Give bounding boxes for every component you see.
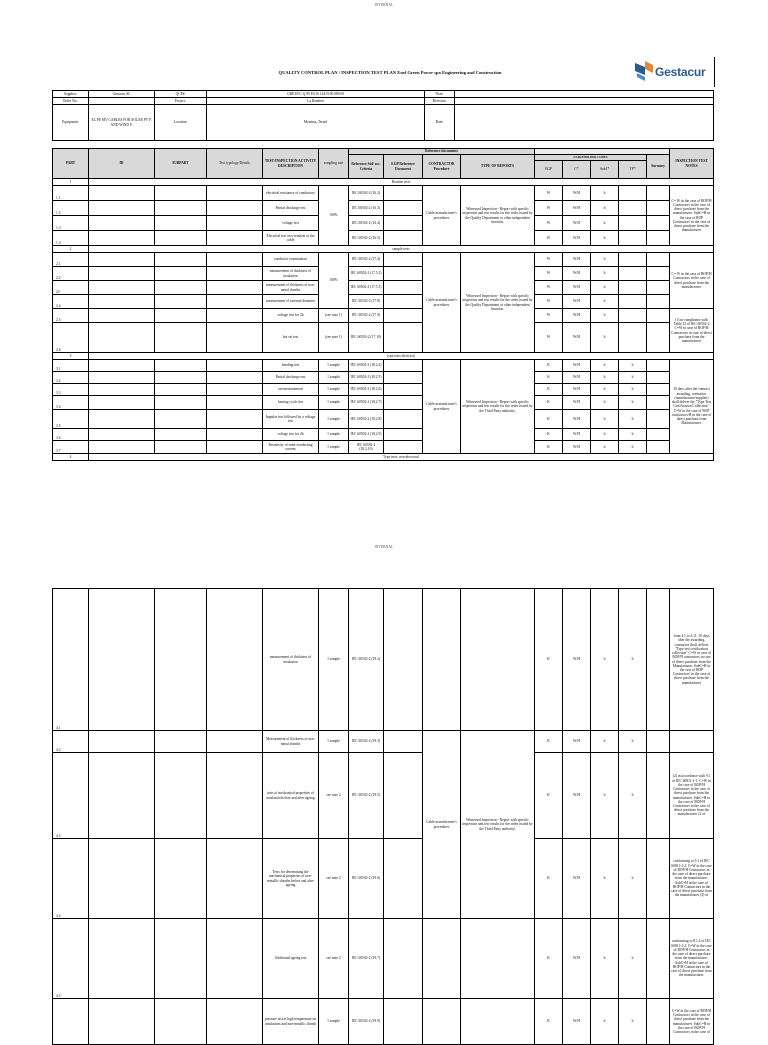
egp-code: K: [535, 589, 563, 731]
order-value: [89, 98, 155, 105]
table-row: [53, 216, 714, 231]
egp-code: W: [535, 253, 563, 267]
sub-code: h: [591, 253, 619, 267]
col-egp-ref: EGP Reference Document: [384, 155, 423, 179]
tp-code: h: [619, 753, 647, 839]
egp-code: K: [535, 372, 563, 384]
egp-code: K: [535, 731, 563, 753]
reference-standard: IEC 60502-2 (18.2.4): [349, 360, 384, 372]
reference-standard: IEC 60502-2 (19.9): [349, 999, 384, 1045]
table-row: [53, 753, 714, 839]
c-code: W/H: [563, 231, 591, 246]
table-row: [53, 384, 714, 396]
c-code: W/H: [563, 323, 591, 353]
activity-description: measurement of thickness of insulation: [263, 267, 319, 281]
sub-code: h: [591, 295, 619, 309]
qcp-label: QCP#:: [155, 91, 207, 98]
col-reports: TYPE OF REPORTS: [461, 155, 535, 179]
sampling-rate: see note 3: [319, 839, 349, 919]
row-id: 3.3: [53, 384, 89, 396]
c-code: W/H: [563, 589, 591, 731]
col-subpart: SUBPART: [155, 149, 207, 179]
c-code: W/H: [563, 253, 591, 267]
table-row: [53, 919, 714, 999]
sub-code: h: [591, 186, 619, 201]
inspection-note: conforming to 9.1 of IEC 60811-1-2. C=W in the case of BOP/H Contractors in the case of direct purchase from the manufacturer. SubC=H in the case of BOP/H Contractors in the case of direct purchase from the manufacturer (3) of: [670, 839, 714, 919]
section-number: 2: [53, 246, 89, 253]
table-row: [53, 441, 714, 454]
inspection-note: C=W in the case of BOP/H Contractors in the case of direct purchase from the manufacturer. SubC=H in the case of BOP/H Contractors in the case of: [670, 999, 714, 1045]
egp-code: K: [535, 429, 563, 441]
sampling-rate: 1 sample: [319, 999, 349, 1045]
row-id: 3.2: [53, 372, 89, 384]
location-value: Montesa, Teruel: [207, 105, 425, 141]
inspection-note: from 4.1 to 4.11: 10 days after the awarding, contractor shall, deliver "Type test certification collection" C=W in case of BOP/H contractors in case of direct purchase from the Manufacturer. SubC=H in the case of BOP Contractors' in the case of direct purchase from the manufacturer: [670, 589, 714, 731]
row-id: 2.5: [53, 309, 89, 323]
sub-code: h: [591, 281, 619, 295]
reference-standard: IEC 60502-2 (18.2.6): [349, 384, 384, 396]
internal-classification-mark-page2: INTERNAL: [374, 545, 394, 549]
col-sampling: sampling rate: [319, 149, 349, 179]
report-type: Witnessed Inspection - Report with specific inspection and test results for the order issued by the Quality Department or other independent function.: [461, 186, 535, 246]
egp-code: W: [535, 201, 563, 216]
row-id: [53, 999, 89, 1045]
row-id: 3.5: [53, 410, 89, 429]
c-code: W/H: [563, 281, 591, 295]
sub-code: h: [591, 360, 619, 372]
report-type: Witnessed Inspection - Report with specific inspection and test results for the order issued by the Third Party authority.: [461, 360, 535, 454]
activity-description: heating cycle test: [263, 396, 319, 410]
egp-code: W: [535, 281, 563, 295]
tp-code: h: [619, 410, 647, 429]
egp-code: W: [535, 216, 563, 231]
row-id: 3.7: [53, 441, 89, 454]
reference-standard: IEC 60502-2 (17.5.2): [349, 267, 384, 281]
row-id: 3.4: [53, 396, 89, 410]
col-ref-std: Reference Std/ acc. Criteria: [349, 155, 384, 179]
activity-description: voltage test: [263, 216, 319, 231]
logo-wordmark: Gestacur: [655, 65, 706, 79]
activity-description: Additional ageing test: [263, 919, 319, 999]
table-row: [53, 201, 714, 216]
activity-description: Electrical test on oversheat of the cable: [263, 231, 319, 246]
contractor-procedure: Cable manufacturer's procedures: [423, 731, 461, 919]
row-id: 4.1: [53, 589, 89, 731]
col-egp: EGP: [535, 161, 563, 179]
c-code: W/H: [563, 753, 591, 839]
table-row: [53, 410, 714, 429]
row-id: 4.5: [53, 919, 89, 999]
egp-code: K: [535, 753, 563, 839]
inspection-test-table: [52, 148, 714, 461]
sub-code: h: [591, 231, 619, 246]
section-title: sample tests: [89, 246, 714, 253]
section-title: Routine tests: [89, 179, 714, 186]
reference-standard: IEC 60502-2 (18.2.8): [349, 410, 384, 429]
reference-standard: IEC 60502-2 (19.7): [349, 919, 384, 999]
activity-description: measurement of thickness of non-metal sheaths: [263, 281, 319, 295]
table-row: [53, 186, 714, 201]
equipment-label: Equipment:: [53, 105, 89, 141]
reference-standard: IEC 60502-2 (17.9): [349, 309, 384, 323]
table-row: [53, 295, 714, 309]
tp-code: h: [619, 999, 647, 1045]
contractor-procedure: Cable manufacturer's procedures: [423, 360, 461, 454]
date-label: Date:: [425, 105, 455, 141]
revision-value: [455, 98, 714, 105]
reference-standard: IEC 60502-2 (17.8): [349, 295, 384, 309]
tp-code: h: [619, 589, 647, 731]
contractor-procedure: Cable manufacturer's procedures: [423, 253, 461, 353]
sub-code: h: [591, 384, 619, 396]
section-row: [53, 246, 714, 253]
row-id: 2.2: [53, 267, 89, 281]
col-activity: TEST/INSPECTION ACTIVITY DESCRIPTION: [263, 149, 319, 179]
inspection-note: C= W in the case of BOP/H Contractors in the case of direct purchase from the manufacturer.: [670, 253, 714, 309]
activity-description: Partial discharge test: [263, 201, 319, 216]
qcp-number: GRE.EEC.Q.99.ES.W.14419.00.089.00: [207, 91, 425, 98]
sub-code: h: [591, 216, 619, 231]
activity-description: tests of mechanical properties of insulation before and after ageing: [263, 753, 319, 839]
activity-description: voltage test for 4h: [263, 309, 319, 323]
sampling-rate: 1 sample: [319, 429, 349, 441]
row-id: 2.1: [53, 253, 89, 267]
sub-code: h: [591, 429, 619, 441]
row-id: 4.2: [53, 731, 89, 753]
row-id: 2.6: [53, 323, 89, 353]
egp-code: K: [535, 839, 563, 919]
egp-code: K: [535, 360, 563, 372]
c-code: W/H: [563, 384, 591, 396]
sub-code: h: [591, 267, 619, 281]
sub-code: h: [591, 753, 619, 839]
project-label: Project:: [155, 98, 207, 105]
table-row: [53, 309, 714, 323]
document-title: QUALITY CONTROL PLAN / INSPECTION TEST PLAN Enel Green Power spa Engineering and Construction: [278, 70, 502, 75]
section-number: 3: [53, 353, 89, 360]
sampling-rate: 1 sample: [319, 410, 349, 429]
reference-standard: IEC 60502-2 (19.2): [349, 589, 384, 731]
inspection-note: C= W in the case of BOP/H Contractors in the case of direct purchase from the manufacturer. SubC=H in the case of BOP Contractors' in the case of direct purchase from the manufacturer: [670, 186, 714, 246]
reference-standard: IEC 60502-2 (17.5.3): [349, 281, 384, 295]
row-id: 1.2: [53, 201, 89, 216]
internal-classification-mark: INTERNAL: [374, 3, 394, 7]
activity-description: Resistivity of semi-conducting screens: [263, 441, 319, 454]
activity-description: hot set test: [263, 323, 319, 353]
project-value: La Bandera: [207, 98, 425, 105]
order-label: Order No.:: [53, 98, 89, 105]
activity-description: tan measurement: [263, 384, 319, 396]
date-value: [455, 105, 714, 141]
reference-standard: IEC 60502-2 (16.3): [349, 201, 384, 216]
egp-code: W: [535, 186, 563, 201]
tp-code: h: [619, 839, 647, 919]
row-id: 1.3: [53, 216, 89, 231]
table-row: [53, 839, 714, 919]
table-row: [53, 589, 714, 731]
report-type: Witnessed Inspection - Report with specific inspection and test results for the order issued by the Quality Department or other independent function.: [461, 253, 535, 353]
c-code: W/H: [563, 360, 591, 372]
company-logo: [633, 59, 713, 85]
c-code: W/H: [563, 999, 591, 1045]
sampling-rate: (see note 1): [319, 323, 349, 353]
section-row: [53, 353, 714, 360]
sampling-rate: 1 sample: [319, 589, 349, 731]
c-code: W/H: [563, 372, 591, 384]
section-row: [53, 454, 714, 461]
row-id: 3.6: [53, 429, 89, 441]
sub-code: h: [591, 919, 619, 999]
c-code: W/H: [563, 267, 591, 281]
reference-standard: IEC 60502-2 (17.4): [349, 253, 384, 267]
sampling-rate: see note 3: [319, 919, 349, 999]
sub-code: h: [591, 839, 619, 919]
col-id: ID: [89, 149, 155, 179]
sampling-rate: 1 sample: [319, 372, 349, 384]
sub-code: h: [591, 589, 619, 731]
contractor-procedure: Cable manufacturer's procedures: [423, 186, 461, 246]
sub-code: h: [591, 323, 619, 353]
sub-code: h: [591, 731, 619, 753]
tp-code: h: [619, 731, 647, 753]
tp-code: h: [619, 919, 647, 999]
table-row: [53, 253, 714, 267]
activity-description: voltage test for 4h: [263, 429, 319, 441]
table-row: [53, 281, 714, 295]
table-row: [53, 267, 714, 281]
section-title: Type tests, non-electrical: [89, 454, 714, 461]
tp-code: h: [619, 441, 647, 454]
reference-standard: IEC 60502-2 (19.6): [349, 839, 384, 919]
egp-code: K: [535, 441, 563, 454]
section-title: type tests electrical: [89, 353, 714, 360]
gestacur-logo-icon: [633, 59, 655, 83]
col-sub: Sub1*: [591, 161, 619, 179]
sub-code: h: [591, 372, 619, 384]
table-row: [53, 360, 714, 372]
sampling-rate: 1 sample: [319, 384, 349, 396]
activity-description: measurement of external diameter: [263, 295, 319, 309]
row-id: 2.4: [53, 295, 89, 309]
sub-code: h: [591, 441, 619, 454]
row-id: 1.1: [53, 186, 89, 201]
c-code: W/H: [563, 410, 591, 429]
sampling-rate: 100%: [319, 253, 349, 309]
inspection-note: conforming to 8.1.4 of IEC 60811-1-2. C=W in the case of BOP/H Contractors in the case of direct purchase from the manufacturer. SubC=H in the case of BOP/H Contractors in the case of direct purchase from the manufacturer.: [670, 919, 714, 999]
table-row: [53, 396, 714, 410]
tp-code: h: [619, 384, 647, 396]
sub-code: h: [591, 410, 619, 429]
tp-code: h: [619, 360, 647, 372]
c-code: W/H: [563, 186, 591, 201]
inspection-note: (1) in compliance with Table 12 of IEC 60502-2 C=W in case of BOP/H Contractors in case of direct purchase from the manufacturer: [670, 309, 714, 353]
info-table: [52, 90, 714, 141]
sampling-rate: (see note 1): [319, 309, 349, 323]
reference-standard: IEC 60502-2 (16.2): [349, 186, 384, 201]
inspection-note: 10 days after the contract awarding, contractor (manufacturer/supplier) shall deliver the "Type Test Certification Collection". C=W in the case of BOP contractors/H in the case of direct purchase from Manufacturer.: [670, 360, 714, 454]
reference-standard: IEC 60502-2 (18.2.5): [349, 372, 384, 384]
section-number: 4: [53, 454, 89, 461]
equipment-value: XL PE MV CABLES FOR SOLAR PV P. AND WIND F.: [89, 105, 155, 141]
reference-standard: IEC 60502-2 (19.5): [349, 753, 384, 839]
supplier-label: Supplier:: [53, 91, 89, 98]
sampling-rate: 1 sample: [319, 441, 349, 454]
activity-description: pressure test at high temperature on insulations and non-metallic sheath: [263, 999, 319, 1045]
reference-standard: IEC 60502-2 (16.4): [349, 216, 384, 231]
activity-description: conductor examination: [263, 253, 319, 267]
egp-code: W: [535, 267, 563, 281]
activity-description: Measurement of thickness of non-metal sheaths: [263, 731, 319, 753]
col-part: PART: [53, 149, 89, 179]
col-stakeholder-codes: STAKEHOLDER CODES: [535, 155, 647, 161]
sub-code: h: [591, 396, 619, 410]
note-value: [455, 91, 714, 98]
egp-code: W: [535, 295, 563, 309]
activity-description: bending test: [263, 360, 319, 372]
col-reference-docs: Reference documents: [349, 149, 535, 155]
col-summary: Surmary: [647, 155, 670, 179]
egp-code: K: [535, 999, 563, 1045]
egp-code: K: [535, 919, 563, 999]
inspection-note: (2) in accordance with 9.1 of IEC 60811-1-1. C=W in the case of BOP/H Contractors in the case of direct purchase from the manufacturer. SubC=H in the case of BOP/H Contractors in the case of direct purchase from the manufacturer. (2 of: [670, 753, 714, 839]
row-id: 4.3: [53, 753, 89, 839]
row-id: 4.4: [53, 839, 89, 919]
row-id: 1.4: [53, 231, 89, 246]
section-row: [53, 179, 714, 186]
col-notes: INSPECTION TEST NOTES: [670, 149, 714, 179]
note-label: Note:: [425, 91, 455, 98]
section-number: 1: [53, 179, 89, 186]
egp-code: W: [535, 231, 563, 246]
activity-description: Impulse test followed by a voltage test: [263, 410, 319, 429]
location-label: Location:: [155, 105, 207, 141]
c-code: W/H: [563, 201, 591, 216]
c-code: W/H: [563, 396, 591, 410]
c-code: W/H: [563, 429, 591, 441]
table-row: [53, 372, 714, 384]
reference-standard: IEC 60502-2 (16.5): [349, 231, 384, 246]
egp-code: W: [535, 323, 563, 353]
supplier-value: Gestacur SL: [89, 91, 155, 98]
tp-code: h: [619, 396, 647, 410]
egp-code: K: [535, 396, 563, 410]
c-code: W/H: [563, 295, 591, 309]
row-id: 23: [53, 281, 89, 295]
report-type: Witnessed Inspection - Report with specific inspection and test results for the order issued by the Third Party authority.: [461, 731, 535, 919]
sampling-rate: 1 sample: [319, 731, 349, 753]
header-divider: [714, 57, 715, 87]
table-row: [53, 999, 714, 1045]
reference-standard: IEC 60502-2 (18.2.10): [349, 441, 384, 454]
sub-code: h: [591, 999, 619, 1045]
table-row: [53, 323, 714, 353]
sampling-rate: 1 sample: [319, 360, 349, 372]
table-row: [53, 429, 714, 441]
activity-description: Partial discharge test: [263, 372, 319, 384]
sub-code: h: [591, 201, 619, 216]
c-code: W/H: [563, 216, 591, 231]
reference-standard: IEC 60502-2 (18.2.7): [349, 396, 384, 410]
sampling-rate: see note 2: [319, 753, 349, 839]
c-code: W/H: [563, 731, 591, 753]
col-contractor: CONTRACTOR Procedure: [423, 155, 461, 179]
egp-code: K: [535, 410, 563, 429]
activity-description: measurement of thickness of insulation: [263, 589, 319, 731]
c-code: W/H: [563, 441, 591, 454]
activity-description: electrical resistance of conductors: [263, 186, 319, 201]
c-code: W/H: [563, 839, 591, 919]
reference-standard: IEC 60502-2 (19.3): [349, 731, 384, 753]
activity-description: Tests for determining the mechanical properties of non-metallic sheaths before and after ageing: [263, 839, 319, 919]
tp-code: h: [619, 372, 647, 384]
sampling-rate: 100%: [319, 186, 349, 246]
revision-label: Revision:: [425, 98, 455, 105]
c-code: W/H: [563, 309, 591, 323]
reference-standard: IEC 60502-2 (17.10): [349, 323, 384, 353]
sub-code: h: [591, 309, 619, 323]
egp-code: W: [535, 309, 563, 323]
table-row: [53, 231, 714, 246]
inspection-test-table-page2: [52, 588, 714, 1045]
egp-code: K: [535, 384, 563, 396]
col-typology: Test typology/Details: [207, 149, 263, 179]
tp-code: h: [619, 429, 647, 441]
reference-standard: IEC 60502-2 (18.2.9): [349, 429, 384, 441]
sampling-rate: 1 sample: [319, 396, 349, 410]
table-row: [53, 731, 714, 753]
col-c: C*: [563, 161, 591, 179]
col-tp: TP*: [619, 161, 647, 179]
c-code: W/H: [563, 919, 591, 999]
row-id: 3.1: [53, 360, 89, 372]
